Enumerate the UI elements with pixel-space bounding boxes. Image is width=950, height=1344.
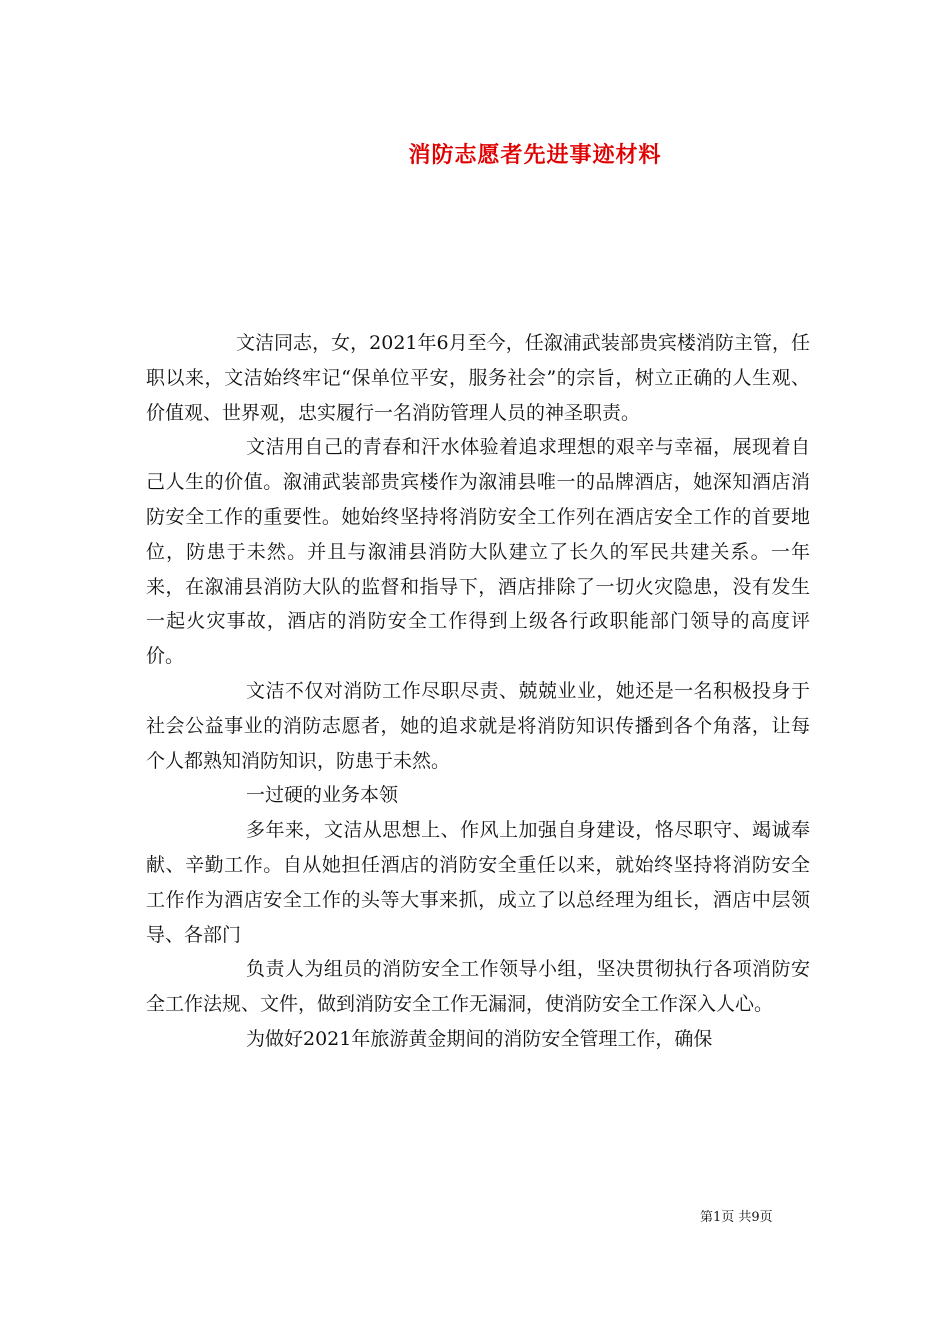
page-number: 第1页 共9页	[700, 1210, 773, 1225]
paragraph-2: 文洁用自己的青春和汗水体验着追求理想的艰辛与幸福，展现着自己人生的价值。溆浦武装部贵宾楼作为溆浦县唯一的品牌酒店，她深知酒店消防安全工作的重要性。她始终坚持将消防安全工作列在酒店安全工作的首要地位，防患于未然。并且与溆浦县消防大队建立了长久的军民共建关系。一年来，在溆浦县消防大队的监督和指导下，酒店排除了一切火灾隐患，没有发生一起火灾事故，酒店的消防安全工作得到上级各行政职能部门领导的高度评价。	[146, 436, 810, 668]
document-title: 消防志愿者先进事迹材料	[408, 142, 662, 168]
document-body	[146, 326, 810, 1057]
paragraph-3: 文洁不仅对消防工作尽职尽责、兢兢业业，她还是一名积极投身于社会公益事业的消防志愿者，她的追求就是将消防知识传播到各个角落，让每个人都熟知消防知识，防患于未然。	[146, 679, 810, 772]
paragraph-6: 为做好2021年旅游黄金期间的消防安全管理工作，确保	[246, 1027, 713, 1050]
paragraph-4: 多年来，文洁从思想上、作风上加强自身建设，恪尽职守、竭诚奉献、辛勤工作。自从她担任酒店的消防安全重任以来，就始终坚持将消防安全工作作为酒店安全工作的头等大事来抓，成立了以总经理为组长，酒店中层领导、各部门	[146, 819, 810, 946]
paragraph-5: 负责人为组员的消防安全工作领导小组，坚决贯彻执行各项消防安全工作法规、文件，做到消防安全工作无漏洞，使消防安全工作深入人心。	[146, 958, 810, 1016]
paragraph-1: 文洁同志，女，2021年6月至今，任溆浦武装部贵宾楼消防主管，任职以来，文洁始终牢记“保单位平安，服务社会”的宗旨，树立正确的人生观、价值观、世界观，忠实履行一名消防管理人员的神圣职责。	[146, 332, 810, 424]
section-heading: 一过硬的业务本领	[246, 784, 399, 807]
